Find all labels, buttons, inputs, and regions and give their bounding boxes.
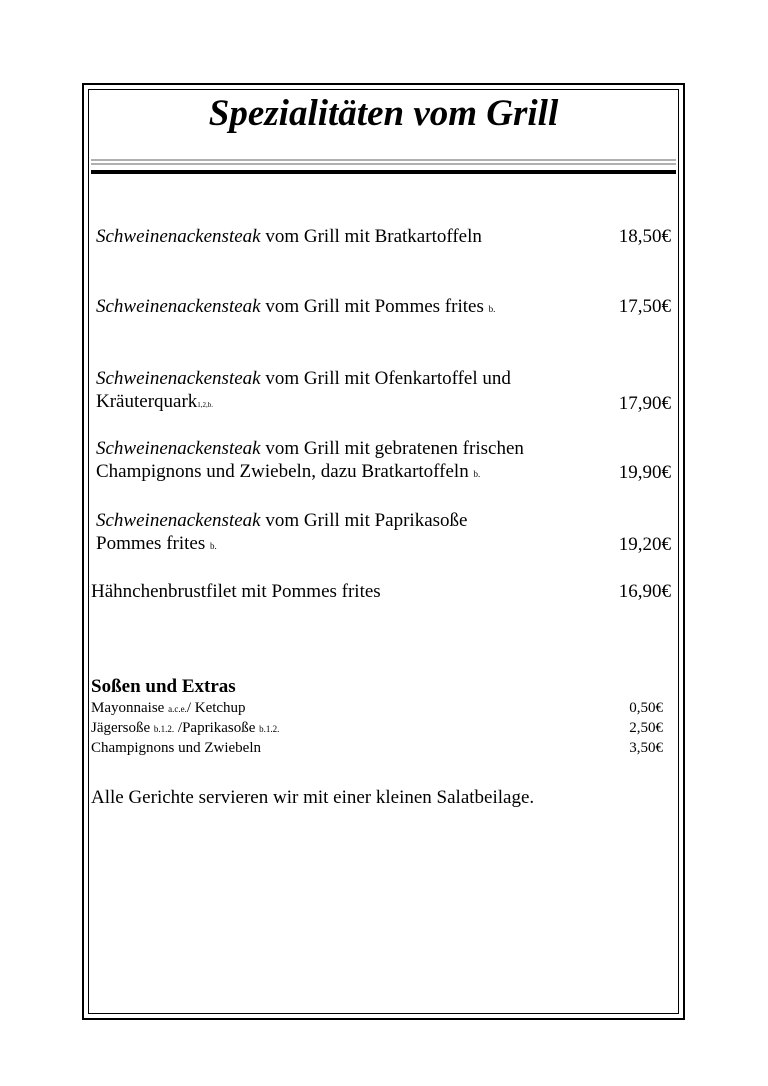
menu-item-3-price: 17,90€ (618, 393, 671, 414)
extra-name: Champignons und Zwiebeln (91, 740, 261, 756)
menu-title: Spezialitäten vom Grill (208, 93, 559, 134)
allergen-code: 1,2,b. (197, 401, 214, 409)
menu-item-name: Schweinenackensteak (96, 510, 261, 531)
divider-grey-top (91, 159, 676, 161)
extra-name: Jägersoße (91, 720, 154, 736)
allergen-code: b. (488, 304, 496, 314)
menu-item-name: Schweinenackensteak (96, 296, 261, 317)
menu-item-4 (96, 437, 576, 486)
menu-item-description: vom Grill mit Pommes frites (260, 296, 484, 317)
menu-item-3 (96, 367, 536, 417)
menu-item-name: Schweinenackensteak (96, 368, 261, 389)
menu-item-name: Schweinenackensteak (96, 438, 261, 459)
extra-name-2: /Paprikasoße (174, 720, 260, 736)
menu-item-description: vom Grill mit Bratkartoffeln (260, 226, 482, 247)
allergen-code: b. (473, 469, 481, 479)
divider-black (91, 170, 676, 174)
extra-row-1 (91, 698, 663, 719)
menu-item-1 (96, 225, 536, 248)
extra-row-3 (91, 738, 663, 758)
menu-item-description-line2: Pommes frites (96, 533, 206, 554)
menu-item-description-line2: Kräuterquark (96, 391, 198, 412)
extra-price: 2,50€ (629, 720, 663, 736)
extra-name: Mayonnaise (91, 700, 169, 716)
menu-item-5 (96, 509, 536, 558)
menu-item-description: vom Grill mit Paprikasoße (260, 510, 468, 531)
allergen-code: b.1.2. (153, 724, 175, 734)
menu-item-5-price: 19,20€ (618, 534, 671, 555)
menu-item-chicken: Hähnchenbrustfilet mit Pommes frites (91, 581, 381, 602)
extra-name-2: / Ketchup (186, 700, 246, 716)
extras-heading: Soßen und Extras (91, 676, 236, 697)
extra-price: 0,50€ (629, 700, 663, 716)
menu-item-description: vom Grill mit Ofenkartoffel und (260, 368, 511, 389)
menu-item-description: vom Grill mit gebratenen frischen (260, 438, 524, 459)
extra-row-2 (91, 718, 663, 739)
menu-item-description-line2: Champignons und Zwiebeln, dazu Bratkartoffeln (96, 461, 469, 482)
allergen-code-2: b.1.2. (259, 724, 280, 734)
menu-item-name: Schweinenackensteak (96, 226, 261, 247)
menu-item-chicken-price: 16,90€ (618, 581, 671, 602)
menu-item-1-price: 18,50€ (618, 226, 671, 247)
salad-note: Alle Gerichte servieren wir mit einer kleinen Salatbeilage. (91, 787, 535, 808)
divider-grey-bottom (91, 163, 676, 165)
extra-price: 3,50€ (629, 740, 663, 756)
menu-item-2 (96, 295, 536, 321)
menu-item-4-price: 19,90€ (618, 462, 671, 483)
allergen-code: b. (210, 541, 217, 551)
menu-item-2-price: 17,50€ (618, 296, 671, 317)
allergen-code: a.c.e. (168, 704, 187, 714)
